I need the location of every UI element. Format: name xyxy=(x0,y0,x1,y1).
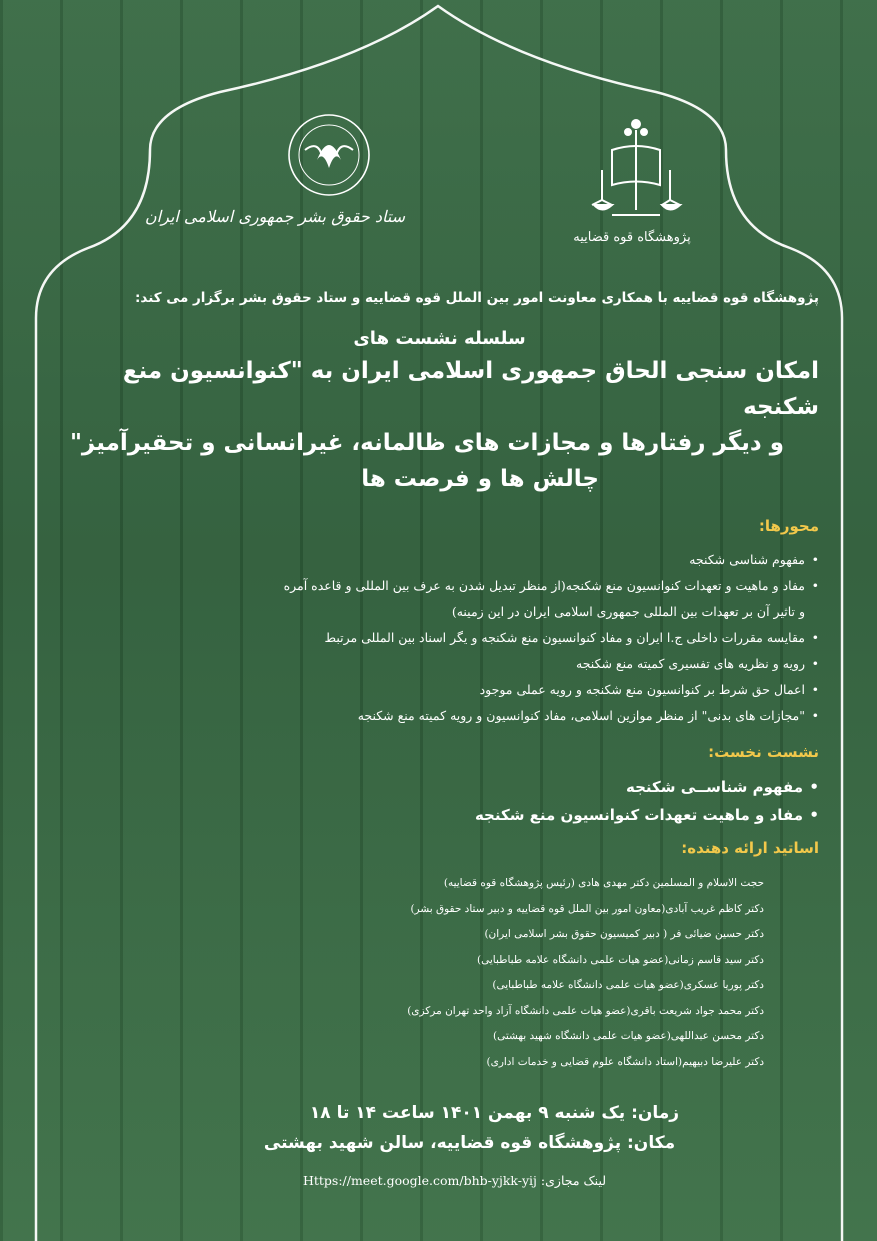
virtual-link-label: لینک مجازی: xyxy=(540,1173,607,1188)
title-line-3: چالش ها و فرصت ها xyxy=(361,466,599,492)
professor-item: دکتر کاظم غریب آبادی(معاون امور بین الملل قوه قضاییه و دبیر ستاد حقوق بشر) xyxy=(410,902,764,915)
professors-list xyxy=(60,871,819,1075)
axes-list xyxy=(60,547,819,729)
professor-item: دکتر پوریا عسکری(عضو هیات علمی دانشگاه علامه طباطبایی) xyxy=(492,979,764,991)
professor-item: دکتر حسین ضیائی فر ( دبیر کمیسیون حقوق بشر اسلامی ایران) xyxy=(484,928,764,940)
intro-text: پژوهشگاه قوه قضاییه با همکاری معاونت امور بین الملل قوه قضاییه و ستاد حقوق بشر برگزار می کند: xyxy=(135,290,819,306)
session-topics xyxy=(60,773,819,829)
axes-heading: محورها: xyxy=(758,517,819,535)
poster-content xyxy=(60,290,819,1188)
event-place: مکان: پژوهشگاه قوه قضاییه، سالن شهید بهشتی xyxy=(263,1133,676,1153)
axes-item: • "مجازات های بدنی" از منظر موازین اسلامی، مفاد کنوانسیون و رویه کمیته منع شکنجه xyxy=(60,703,819,729)
professor-item: دکتر محمد جواد شریعت باقری(عضو هیات علمی دانشگاه آزاد واحد تهران مرکزی) xyxy=(407,1004,764,1017)
title-line-1: امکان سنجی الحاق جمهوری اسلامی ایران به "کنوانسیون منع شکنجه xyxy=(122,358,819,420)
judiciary-research-logo xyxy=(573,120,691,245)
left-logo-caption: ستاد حقوق بشر جمهوری اسلامی ایران xyxy=(144,207,406,226)
virtual-link-row xyxy=(60,1173,819,1188)
virtual-link-url[interactable]: Https://meet.google.com/bhb-yjkk-yij xyxy=(302,1173,537,1188)
axes-item: • مقایسه مقررات داخلی ج.ا ایران و مفاد کنوانسیون منع شکنجه و یگر اسناد بین المللی مرتبط xyxy=(60,625,819,651)
axes-item: • مفهوم شناسی شکنجه xyxy=(60,547,819,573)
axes-item-continuation: و تاثیر آن بر تعهدات بین المللی جمهوری اسلامی ایران در این زمینه) xyxy=(451,604,805,619)
right-logo-caption: پژوهشگاه قوه قضاییه xyxy=(573,230,691,245)
axes-item: • اعمال حق شرط بر کنوانسیون منع شکنجه و رویه عملی موجود xyxy=(60,677,819,703)
session-topic: • مفاد و ماهیت تعهدات کنوانسیون منع شکنجه xyxy=(60,801,819,829)
professor-item: دکتر سید قاسم زمانی(عضو هیات علمی دانشگاه علامه طباطبایی) xyxy=(476,953,764,966)
human-rights-headquarters-logo xyxy=(145,115,406,226)
axes-item: • مفاد و ماهیت و تعهدات کنوانسیون منع شکنجه(از منظر تبدیل شدن به عرف بین المللی و قاعده آمره xyxy=(60,573,819,599)
session-topic: • مفهوم شناســی شکنجه xyxy=(60,773,819,801)
series-heading: سلسله نشست های xyxy=(353,328,526,349)
professors-heading: اساتید ارائه دهنده: xyxy=(681,839,819,857)
session-heading: نشست نخست: xyxy=(708,743,819,761)
title-line-2: و دیگر رفتارها و مجازات های ظالمانه، غیرانسانی و تحقیرآمیز" xyxy=(69,430,784,456)
professor-item: حجت الاسلام و المسلمین دکتر مهدی هادی (رئیس پژوهشگاه قوه قضاییه) xyxy=(443,877,764,889)
professor-item: دکتر محسن عبداللهی(عضو هیات علمی دانشگاه شهید بهشتی) xyxy=(493,1030,764,1042)
axes-item: • رویه و نظریه های تفسیری کمیته منع شکنجه xyxy=(60,651,819,677)
event-time: زمان: یک شنبه ۹ بهمن ۱۴۰۱ ساعت ۱۴ تا ۱۸ xyxy=(309,1103,680,1123)
professor-item: دکتر علیرضا دبیهیم(استاد دانشگاه علوم قضایی و خدمات اداری) xyxy=(486,1055,764,1068)
